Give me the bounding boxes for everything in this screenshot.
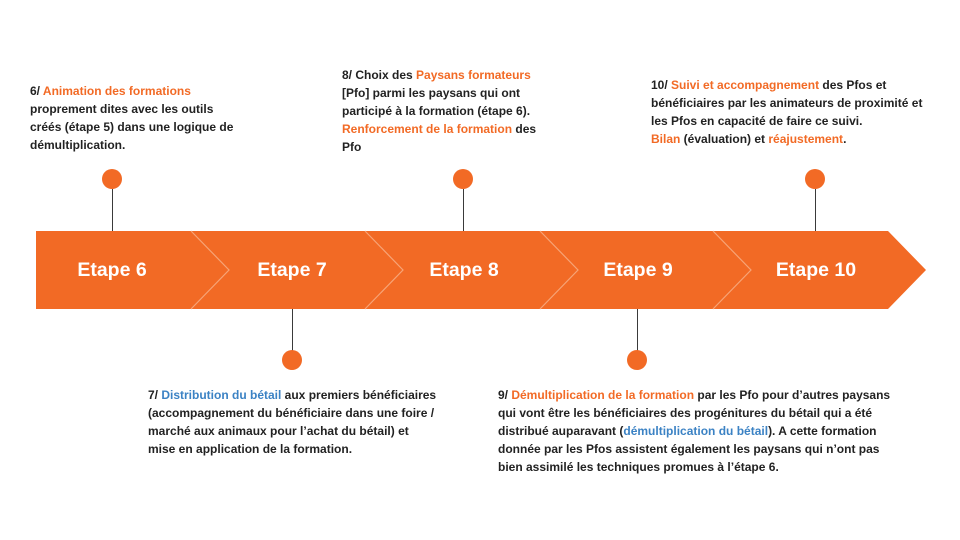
stage-8-description <box>342 66 552 156</box>
stage-10-highlight-suivi: Suivi et accompagnement <box>671 78 820 92</box>
stage-10-text-end: . <box>843 132 847 146</box>
connector-dot-10 <box>805 169 825 189</box>
stage-9-description <box>498 386 900 476</box>
connector-dot-6 <box>102 169 122 189</box>
stage-8-highlight-paysans: Paysans formateurs <box>416 68 531 82</box>
stage-label-8: Etape 8 <box>429 259 499 281</box>
connector-dot-8 <box>453 169 473 189</box>
stage-6-number: 6/ <box>30 84 43 98</box>
stage-7-highlight: Distribution du bétail <box>161 388 282 402</box>
stage-label-7: Etape 7 <box>257 259 327 281</box>
stage-10-text-mid: (évaluation) et <box>680 132 769 146</box>
stage-9-highlight-demultiplication: Démultiplication de la formation <box>511 388 695 402</box>
stage-9-number: 9/ <box>498 388 512 402</box>
stage-6-highlight: Animation des formations <box>42 84 191 98</box>
stage-6-description <box>30 82 245 154</box>
stage-label-6: Etape 6 <box>77 259 147 281</box>
stage-8-highlight-renforcement: Renforcement de la formation <box>342 122 513 136</box>
stage-7-text: aux premiers bénéficiaires (accompagnement du bénéficiaire dans une foire / marché aux animaux pour l’achat du bétail) et mise en application de la formation. <box>148 388 440 456</box>
stage-label-10: Etape 10 <box>775 259 857 281</box>
stage-6-text: proprement dites avec les outils créés (étape 5) dans une logique de démultiplication. <box>30 102 237 152</box>
stage-10-highlight-bilan: Bilan <box>651 132 681 146</box>
stage-9-text: par les Pfo pour d’autres paysans qui vont être les bénéficiaires des progénitures du bétail qui a été distribué auparavant ( <box>498 388 894 438</box>
stage-10-highlight-reajustement: réajustement <box>768 132 844 146</box>
stage-7-number: 7/ <box>148 388 162 402</box>
stage-10-number: 10/ <box>651 78 672 92</box>
stage-9-highlight-betail: démultiplication du bétail <box>623 424 769 438</box>
connector-stem-7 <box>292 309 293 352</box>
connector-dot-9 <box>627 350 647 370</box>
stage-8-text-end: des Pfo <box>342 122 540 154</box>
connector-stem-6 <box>112 189 113 231</box>
stage-9-text-end: ). A cette formation donnée par les Pfos assistent également les paysans qui n’ont pas bien assimilé les techniques promues à l’étape 6. <box>498 424 883 474</box>
stage-10-description <box>651 76 926 148</box>
stage-8-intro: 8/ Choix des <box>342 68 417 82</box>
connector-stem-10 <box>815 189 816 231</box>
connector-dot-7 <box>282 350 302 370</box>
stage-label-9: Etape 9 <box>603 259 673 281</box>
connector-stem-8 <box>463 189 464 231</box>
stage-10-text: des Pfos et bénéficiaires par les animateurs de proximité et les Pfos en capacité de faire ce suivi. <box>651 78 926 128</box>
stage-8-text: [Pfo] parmi les paysans qui ont participé à la formation (étape 6). <box>342 86 531 118</box>
connector-stem-9 <box>637 309 638 352</box>
stage-7-description <box>148 386 438 458</box>
